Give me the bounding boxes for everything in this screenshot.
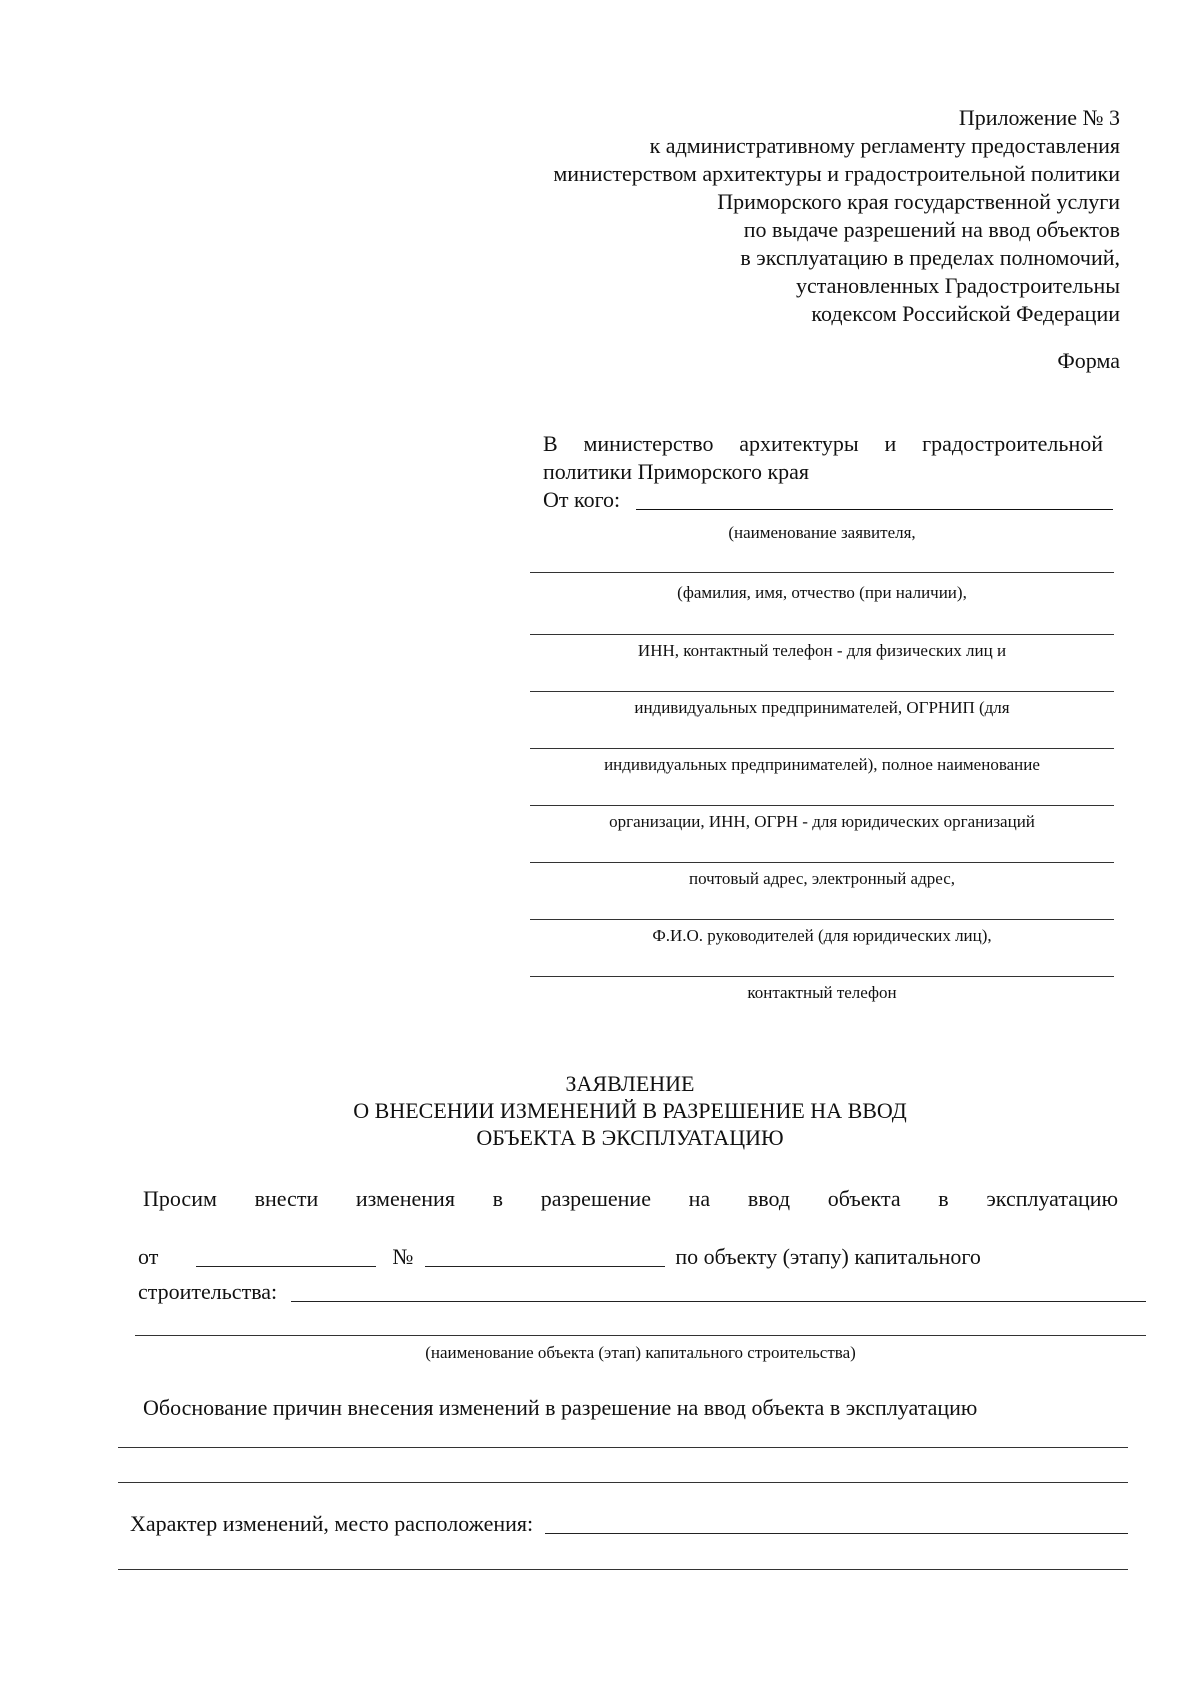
nature-field[interactable]	[545, 1513, 1128, 1534]
field-caption: контактный телефон	[747, 983, 897, 1002]
permit-date-field[interactable]	[196, 1246, 376, 1267]
field-caption: почтовый адрес, электронный адрес,	[688, 869, 956, 888]
field-caption: (наименование заявителя,	[728, 523, 916, 542]
request-text: Просим внести изменения в разрешение на ввод объекта в эксплуатацию	[143, 1186, 1118, 1211]
appendix-line: кодексом Российской Федерации	[811, 301, 1120, 326]
field-caption: Ф.И.О. руководителей (для юридических лиц),	[652, 926, 992, 945]
construction-row	[138, 1278, 1146, 1306]
construction-object-field[interactable]	[291, 1281, 1146, 1302]
applicant-field[interactable]	[530, 691, 1114, 692]
construction-label: строительства:	[138, 1279, 278, 1304]
field-caption: организации, ИНН, ОГРН - для юридических организаций	[609, 812, 1035, 831]
nature-field-2[interactable]	[118, 1569, 1128, 1570]
permit-reference-row	[138, 1243, 1118, 1271]
appendix-line: Приморского края государственной услуги	[717, 189, 1120, 214]
appendix-line: по выдаче разрешений на ввод объектов	[743, 217, 1120, 242]
permit-number-field[interactable]	[425, 1246, 665, 1267]
applicant-field[interactable]	[530, 919, 1114, 920]
permit-date-label: от	[138, 1244, 159, 1269]
applicant-field[interactable]	[636, 487, 1113, 510]
title-line: О ВНЕСЕНИИ ИЗМЕНЕНИЙ В РАЗРЕШЕНИЕ НА ВВОД	[353, 1098, 907, 1123]
from-label: От кого:	[543, 487, 621, 512]
field-caption: индивидуальных предпринимателей, ОГРНИП (для	[634, 698, 1010, 717]
title-line: ЗАЯВЛЕНИЕ	[565, 1071, 695, 1096]
field-caption: (фамилия, имя, отчество (при наличии),	[677, 583, 967, 602]
reasons-field[interactable]	[118, 1447, 1128, 1448]
form-label: Форма	[1057, 348, 1120, 373]
appendix-line: в эксплуатацию в пределах полномочий,	[740, 245, 1120, 270]
reasons-label: Обоснование причин внесения изменений в разрешение на ввод объекта в эксплуатацию	[143, 1395, 978, 1420]
construction-object-field-2[interactable]	[135, 1335, 1146, 1336]
appendix-line: Приложение № 3	[958, 105, 1120, 130]
appendix-header	[400, 104, 1120, 375]
appendix-line: министерством архитектуры и градостроительной политики	[553, 161, 1120, 186]
applicant-field[interactable]	[530, 976, 1114, 977]
nature-label: Характер изменений, место расположения:	[130, 1511, 534, 1536]
applicant-field[interactable]	[530, 572, 1114, 573]
addressee-block	[543, 430, 1103, 514]
permit-number-label: №	[392, 1244, 414, 1269]
field-caption: индивидуальных предпринимателей), полное наименование	[604, 755, 1040, 774]
addressee-region: политики Приморского края	[543, 459, 810, 484]
addressee-ministry: В министерство архитектуры и градостроительной	[543, 431, 1103, 456]
from-row	[543, 486, 1113, 514]
field-caption: ИНН, контактный телефон - для физических лиц и	[637, 641, 1007, 660]
document-title	[0, 1070, 1200, 1151]
object-text: по объекту (этапу) капитального	[675, 1244, 981, 1269]
applicant-field[interactable]	[530, 862, 1114, 863]
applicant-field[interactable]	[530, 634, 1114, 635]
applicant-field[interactable]	[530, 805, 1114, 806]
title-line: ОБЪЕКТА В ЭКСПЛУАТАЦИЮ	[476, 1125, 784, 1150]
applicant-field[interactable]	[530, 748, 1114, 749]
object-caption: (наименование объекта (этап) капитального строительства)	[425, 1343, 856, 1362]
reasons-field-2[interactable]	[118, 1482, 1128, 1483]
appendix-line: установленных Градостроительны	[795, 273, 1120, 298]
nature-row	[130, 1510, 1128, 1538]
appendix-line: к административному регламенту предоставления	[649, 133, 1120, 158]
